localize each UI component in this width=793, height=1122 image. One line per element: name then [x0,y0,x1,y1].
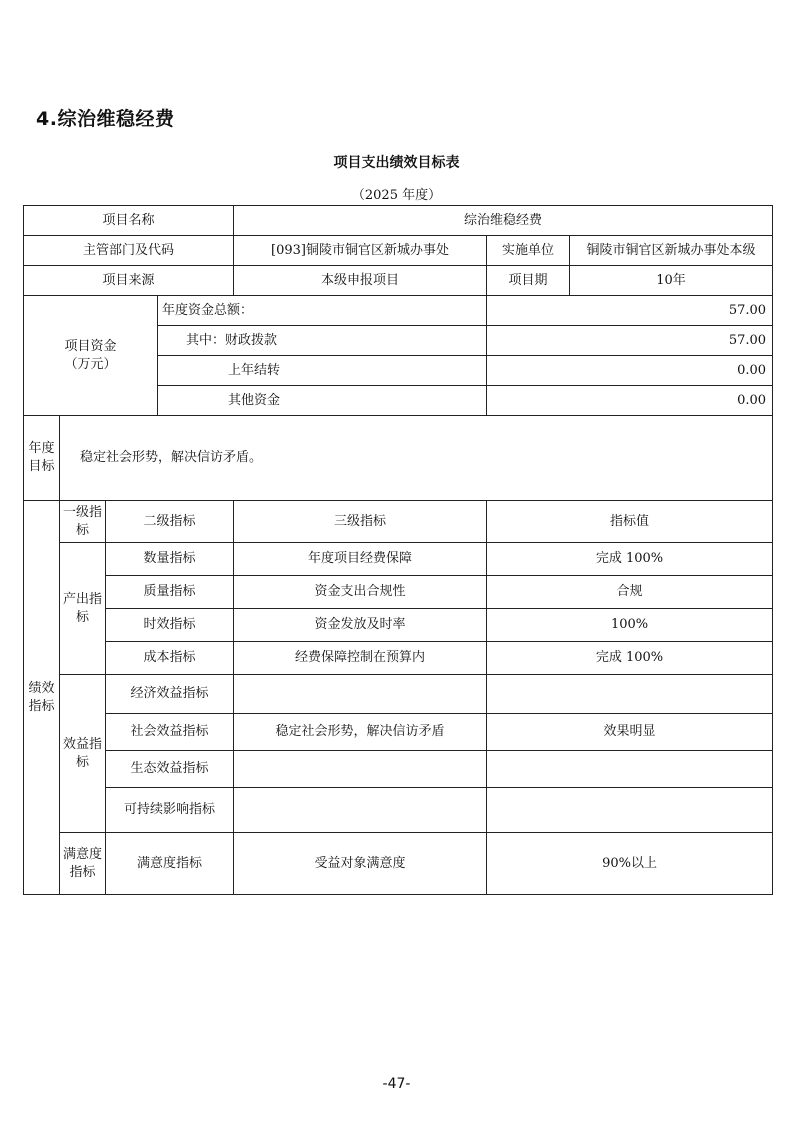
department-label: 主管部门及代码 [24,236,234,266]
funds-label [24,296,158,416]
output-value: 合规 [487,576,773,609]
header-value: 指标值 [487,501,773,543]
annual-goal-text: 稳定社会形势，解决信访矛盾。 [60,416,773,501]
benefit-value [487,751,773,788]
table-row [24,788,773,833]
output-level3: 年度项目经费保障 [234,543,487,576]
output-level3: 资金发放及时率 [234,609,487,642]
fund-carryover-value: 0.00 [487,356,773,386]
row-department [24,236,773,266]
header-level1: 一级指标 [60,501,106,543]
row-annual-goal [24,416,773,501]
output-level3: 资金支出合规性 [234,576,487,609]
benefit-indicators-label: 效益指标 [60,675,106,833]
funds-label-line2: （万元） [64,356,117,372]
fund-fiscal-label: 其中：财政拨款 [158,326,487,356]
output-value: 100% [487,609,773,642]
table-title: 项目支出绩效目标表 [333,155,460,171]
section-heading: 4.综治维稳经费 [36,108,175,130]
fund-fiscal-value: 57.00 [487,326,773,356]
output-level2: 数量指标 [106,543,234,576]
header-level3: 三级指标 [234,501,487,543]
benefit-level2: 经济效益指标 [106,675,234,714]
benefit-value: 效果明显 [487,714,773,751]
benefit-level2: 可持续影响指标 [106,788,234,833]
row-source [24,266,773,296]
page-number: -47- [382,1076,411,1092]
fund-carryover-label: 上年结转 [158,356,487,386]
benefit-value [487,675,773,714]
period-label: 项目期 [487,266,570,296]
output-level2: 成本指标 [106,642,234,675]
table-row [24,576,773,609]
table-row [24,714,773,751]
fund-other-value: 0.00 [487,386,773,416]
implementer-value: 铜陵市铜官区新城办事处本级 [570,236,773,266]
table-row [24,751,773,788]
table-row [24,642,773,675]
output-value: 完成 100% [487,543,773,576]
benefit-level3: 稳定社会形势，解决信访矛盾 [234,714,487,751]
satisfaction-level3: 受益对象满意度 [234,833,487,895]
benefit-level3 [234,675,487,714]
output-value: 完成 100% [487,642,773,675]
satisfaction-indicators-label: 满意度指标 [60,833,106,895]
benefit-level2: 生态效益指标 [106,751,234,788]
fund-total-label: 年度资金总额： [158,296,487,326]
row-fund-total [24,296,773,326]
fund-other-label: 其他资金 [158,386,487,416]
project-name-label: 项目名称 [24,206,234,236]
project-name-value: 综治维稳经费 [234,206,773,236]
satisfaction-value: 90%以上 [487,833,773,895]
fund-total-value: 57.00 [487,296,773,326]
satisfaction-level2: 满意度指标 [106,833,234,895]
header-level2: 二级指标 [106,501,234,543]
table-year: （2025 年度） [351,188,442,203]
row-project-name [24,206,773,236]
department-value: [093]铜陵市铜官区新城办事处 [234,236,487,266]
benefit-level2: 社会效益指标 [106,714,234,751]
implementer-label: 实施单位 [487,236,570,266]
output-indicators-label: 产出指标 [60,543,106,675]
performance-table [23,205,773,895]
indicators-label: 绩效指标 [24,501,60,895]
benefit-level3 [234,751,487,788]
benefit-level3 [234,788,487,833]
table-row [24,609,773,642]
annual-goal-label: 年度目标 [24,416,60,501]
period-value: 10年 [570,266,773,296]
funds-label-line1: 项目资金 [64,338,117,354]
row-indicator-header [24,501,773,543]
benefit-value [487,788,773,833]
output-level2: 质量指标 [106,576,234,609]
source-label: 项目来源 [24,266,234,296]
table-row [24,833,773,895]
table-row [24,675,773,714]
output-level3: 经费保障控制在预算内 [234,642,487,675]
source-value: 本级申报项目 [234,266,487,296]
table-row [24,543,773,576]
output-level2: 时效指标 [106,609,234,642]
